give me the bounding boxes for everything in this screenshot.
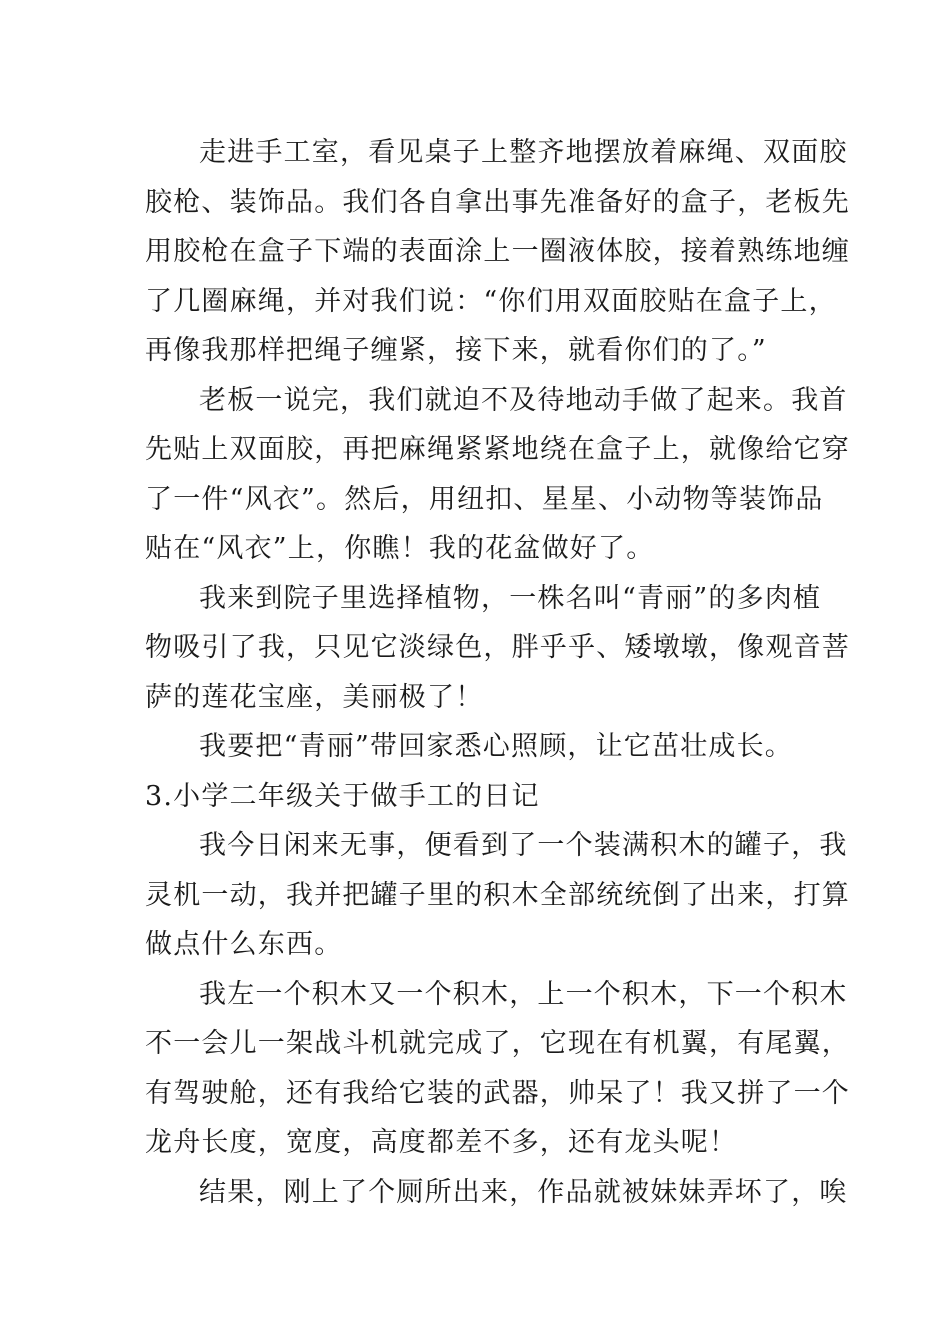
section-heading: 3.小学二年级关于做手工的日记 — [145, 780, 540, 812]
text-line: 了一件“风衣”。然后，用纽扣、星星、小动物等装饰品 — [145, 483, 824, 515]
text-line: 贴在“风衣”上，你瞧！我的花盆做好了。 — [145, 533, 655, 564]
document-body — [145, 128, 850, 1217]
text-line: 老板一说完，我们就迫不及待地动手做了起来。我首 — [199, 384, 848, 416]
text-line: 我今日闲来无事，便看到了一个装满积木的罐子，我 — [199, 830, 848, 861]
text-line: 了几圈麻绳，并对我们说：“你们用双面胶贴在盒子上， — [145, 285, 837, 317]
text-line: 我来到院子里选择植物，一株名叫“青丽”的多肉植 — [199, 582, 822, 614]
text-line: 用胶枪在盒子下端的表面涂上一圈液体胶，接着熟练地缠 — [145, 236, 850, 267]
text-line: 再像我那样把绳子缠紧，接下来，就看你们的了。” — [145, 335, 767, 366]
text-line: 做点什么东西。 — [145, 929, 343, 960]
text-line: 龙舟长度，宽度，高度都差不多，还有龙头呢！ — [145, 1127, 738, 1158]
text-line: 物吸引了我，只见它淡绿色，胖乎乎、矮墩墩，像观音菩 — [145, 632, 850, 663]
text-line: 我要把“青丽”带回家悉心照顾，让它茁壮成长。 — [199, 731, 794, 762]
text-line: 我左一个积木又一个积木，上一个积木，下一个积木 — [199, 978, 848, 1010]
text-line: 走进手工室，看见桌子上整齐地摆放着麻绳、双面胶 — [199, 137, 848, 168]
text-line: 萨的莲花宝座，美丽极了！ — [145, 681, 484, 713]
text-line: 胶枪、装饰品。我们各自拿出事先准备好的盒子，老板先 — [145, 186, 850, 218]
text-line: 结果，刚上了个厕所出来，作品就被妹妹弄坏了，唉 — [199, 1176, 848, 1208]
text-line: 灵机一动，我并把罐子里的积木全部统统倒了出来，打算 — [145, 879, 850, 911]
text-line: 不一会儿一架战斗机就完成了，它现在有机翼，有尾翼， — [145, 1028, 850, 1059]
text-line: 有驾驶舱，还有我给它装的武器，帅呆了！我又拼了一个 — [145, 1077, 850, 1109]
text-line: 先贴上双面胶，再把麻绳紧紧地绕在盒子上，就像给它穿 — [145, 434, 850, 465]
